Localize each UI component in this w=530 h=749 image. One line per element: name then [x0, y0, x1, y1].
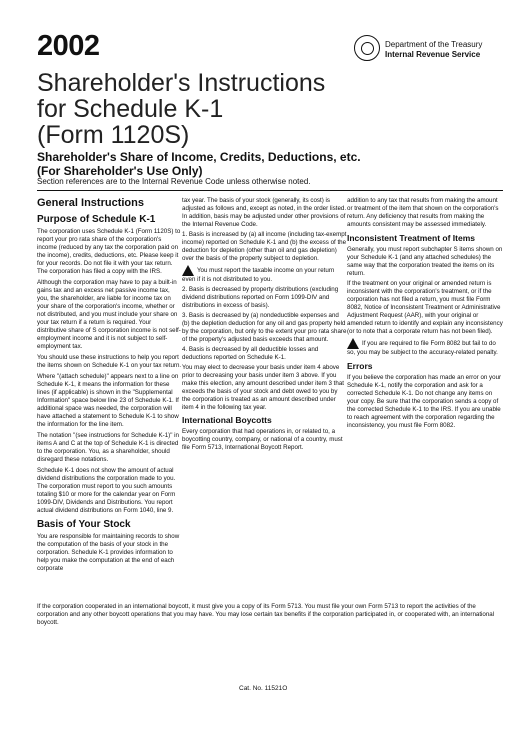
- heading-purpose: Purpose of Schedule K-1: [37, 214, 156, 225]
- caution-icon: [182, 265, 194, 276]
- column-left: [37, 197, 182, 576]
- dept-line2: Internal Revenue Service: [385, 50, 481, 59]
- caution-text: You must report the taxable income on your return even if it is not distributed to you.: [182, 267, 335, 283]
- dept-line1: Department of the Treasury: [385, 40, 483, 49]
- title-line3: (Form 1120S): [37, 121, 190, 149]
- paragraph: If the treatment on your original or amended return is inconsistent with the corporation's treatment, or if the corporation has not filed a return, you must file Form 8082, Notice of Inconsistent Treatment or Administrative Adjustment Request (AAR), with your original or amended return to identify and explain any inconsistency (or to note that a corporate return has not been filed).: [347, 280, 503, 335]
- caution-note: [347, 338, 503, 357]
- paragraph: The corporation uses Schedule K-1 (Form 1120S) to report your pro rata share of the corporation's income (reduced by any tax the corporation paid on the income), credits, deductions, etc. Please keep it for your records. Do not file it with your tax return. The corporation has filed a copy with the IRS.: [37, 228, 181, 275]
- heading-basis: Basis of Your Stock: [37, 519, 131, 530]
- paragraph: 4. Basis is decreased by all deductible losses and deductions reported on Schedule K-1.: [182, 346, 319, 361]
- paragraph: Schedule K-1 does not show the amount of actual dividend distributions the corporation made to you. The corporation must report to you such amounts totaling $10 or more for the calendar year on Form 1099-DIV, Dividends and Distributions. You report actual dividend distributions on Form 1040, line 9.: [37, 467, 176, 514]
- title-line2: for Schedule K-1: [37, 95, 224, 123]
- caution-icon: [347, 338, 359, 349]
- subtitle-line1: Shareholder's Share of Income, Credits, Deductions, etc.: [37, 150, 361, 164]
- paragraph: 3. Basis is decreased by (a) nondeductible expenses and (b) the depletion deduction for any oil and gas property held by the corporation, but only to the extent your pro rata share of the property's adjusted basis exceeds that amount.: [182, 312, 347, 343]
- paragraph: If you believe the corporation has made an error on your Schedule K-1, notify the corporation and ask for a corrected Schedule K-1. Do not change any items on your copy. Be sure that the corporation sends a copy of the corrected Schedule K-1 to the IRS. If you are unable to reach agreement with the corporation regarding the inconsistency, you must file Form 8082.: [347, 374, 502, 429]
- column-right: [347, 197, 503, 432]
- paragraph: 2. Basis is decreased by property distributions (excluding dividend distributions reported on Form 1099-DIV and distributions in excess of basis).: [182, 286, 339, 309]
- form-year: 2002: [37, 30, 100, 62]
- paragraph: You should use these instructions to help you report the items shown on Schedule K-1 on your tax return.: [37, 354, 182, 369]
- paragraph: addition to any tax that results from making the amount or treatment of the item that shown on the corporation's return. Any deficiency that results from making the amounts consistent may be assessed immediately.: [347, 197, 499, 228]
- paragraph: Where "(attach schedule)" appears next to a line on Schedule K-1, it means the information for these lines (if applicable) is shown in the "Supplemental Information" space below line 23 of Schedule K-1. If additional space was needed, the corporation will have attached a statement to Schedule K-1 to show the information for the line item.: [37, 373, 179, 428]
- page-title: [37, 70, 325, 148]
- paragraph: Every corporation that had operations in, or related to, a boycotting country, company, or national of a country, must file Form 5713, International Boycott Report.: [182, 428, 343, 451]
- paragraph: The notation "(see instructions for Schedule K-1)" in items A and C at the top of Schedule K-1 is directed to the corporation. You, as a shareholder, should disregard these notations.: [37, 432, 179, 463]
- heading-international-boycotts: International Boycotts: [182, 415, 272, 425]
- column-middle: [182, 197, 347, 454]
- title-line1: Shareholder's Instructions: [37, 69, 326, 97]
- paragraph: tax year. The basis of your stock (generally, its cost) is adjusted as follows and, except as noted, in the order listed. In addition, basis may be adjusted under other provisions of the Internal Revenue Code.: [182, 197, 347, 228]
- paragraph: You may elect to decrease your basis under item 4 above prior to decreasing your basis under item 3 above. If you make this election, any amount described under item 3 that exceeds the basis of your stock and debt owed to you by the corporation is treated as an amount described under item 4 in the following tax year.: [182, 364, 344, 411]
- catalog-number: Cat. No. 11521O: [239, 685, 288, 692]
- divider: [37, 190, 503, 191]
- paragraph: Although the corporation may have to pay a built-in gains tax and an excess net passive income tax, you, the shareholder, are liable for income tax on your share of the corporation's income, whether or not distributed, and you must include your share on your tax return if a return is required. Your distributive share of S corporation income is not self-employment income and it is not subject to self-employment tax.: [37, 279, 181, 350]
- caution-note: [182, 265, 347, 284]
- subtitle-line2: (For Shareholder's Use Only): [37, 164, 203, 178]
- caution-text: If you are required to file Form 8082 but fail to do so, you may be subject to the accuracy-related penalty.: [347, 340, 498, 356]
- bottom-paragraph: If the corporation cooperated in an international boycott, it must give you a copy of its Form 5713. You must file your own Form 5713 to report the activities of the corporation and any other boycott operations that you may have. You may lose certain tax benefits if the corporation participated in, or cooperated with, an international boycott.: [37, 603, 495, 626]
- paragraph: You are responsible for maintaining records to show the computation of the basis of your stock in the corporation. Schedule K-1 provides information to help you make the computation at the end of each corporate: [37, 533, 180, 572]
- department-header: [385, 40, 482, 60]
- page-subtitle: [37, 150, 361, 178]
- paragraph: Generally, you must report subchapter S items shown on your Schedule K-1 (and any attached schedules) the same way that the corporation treated the items on its return.: [347, 246, 503, 277]
- heading-inconsistent-treatment: Inconsistent Treatment of Items: [347, 233, 475, 243]
- heading-general-instructions: General Instructions: [37, 197, 144, 209]
- irs-seal-icon: [354, 35, 380, 61]
- paragraph: 1. Basis is increased by (a) all income (including tax-exempt income) reported on Schedule K-1 and (b) the excess of the deduction for depletion (other than oil and gas depletion) over the basis of the property subject to depletion.: [182, 231, 347, 262]
- heading-errors: Errors: [347, 361, 373, 371]
- section-reference-note: Section references are to the Internal Revenue Code unless otherwise noted.: [37, 177, 311, 186]
